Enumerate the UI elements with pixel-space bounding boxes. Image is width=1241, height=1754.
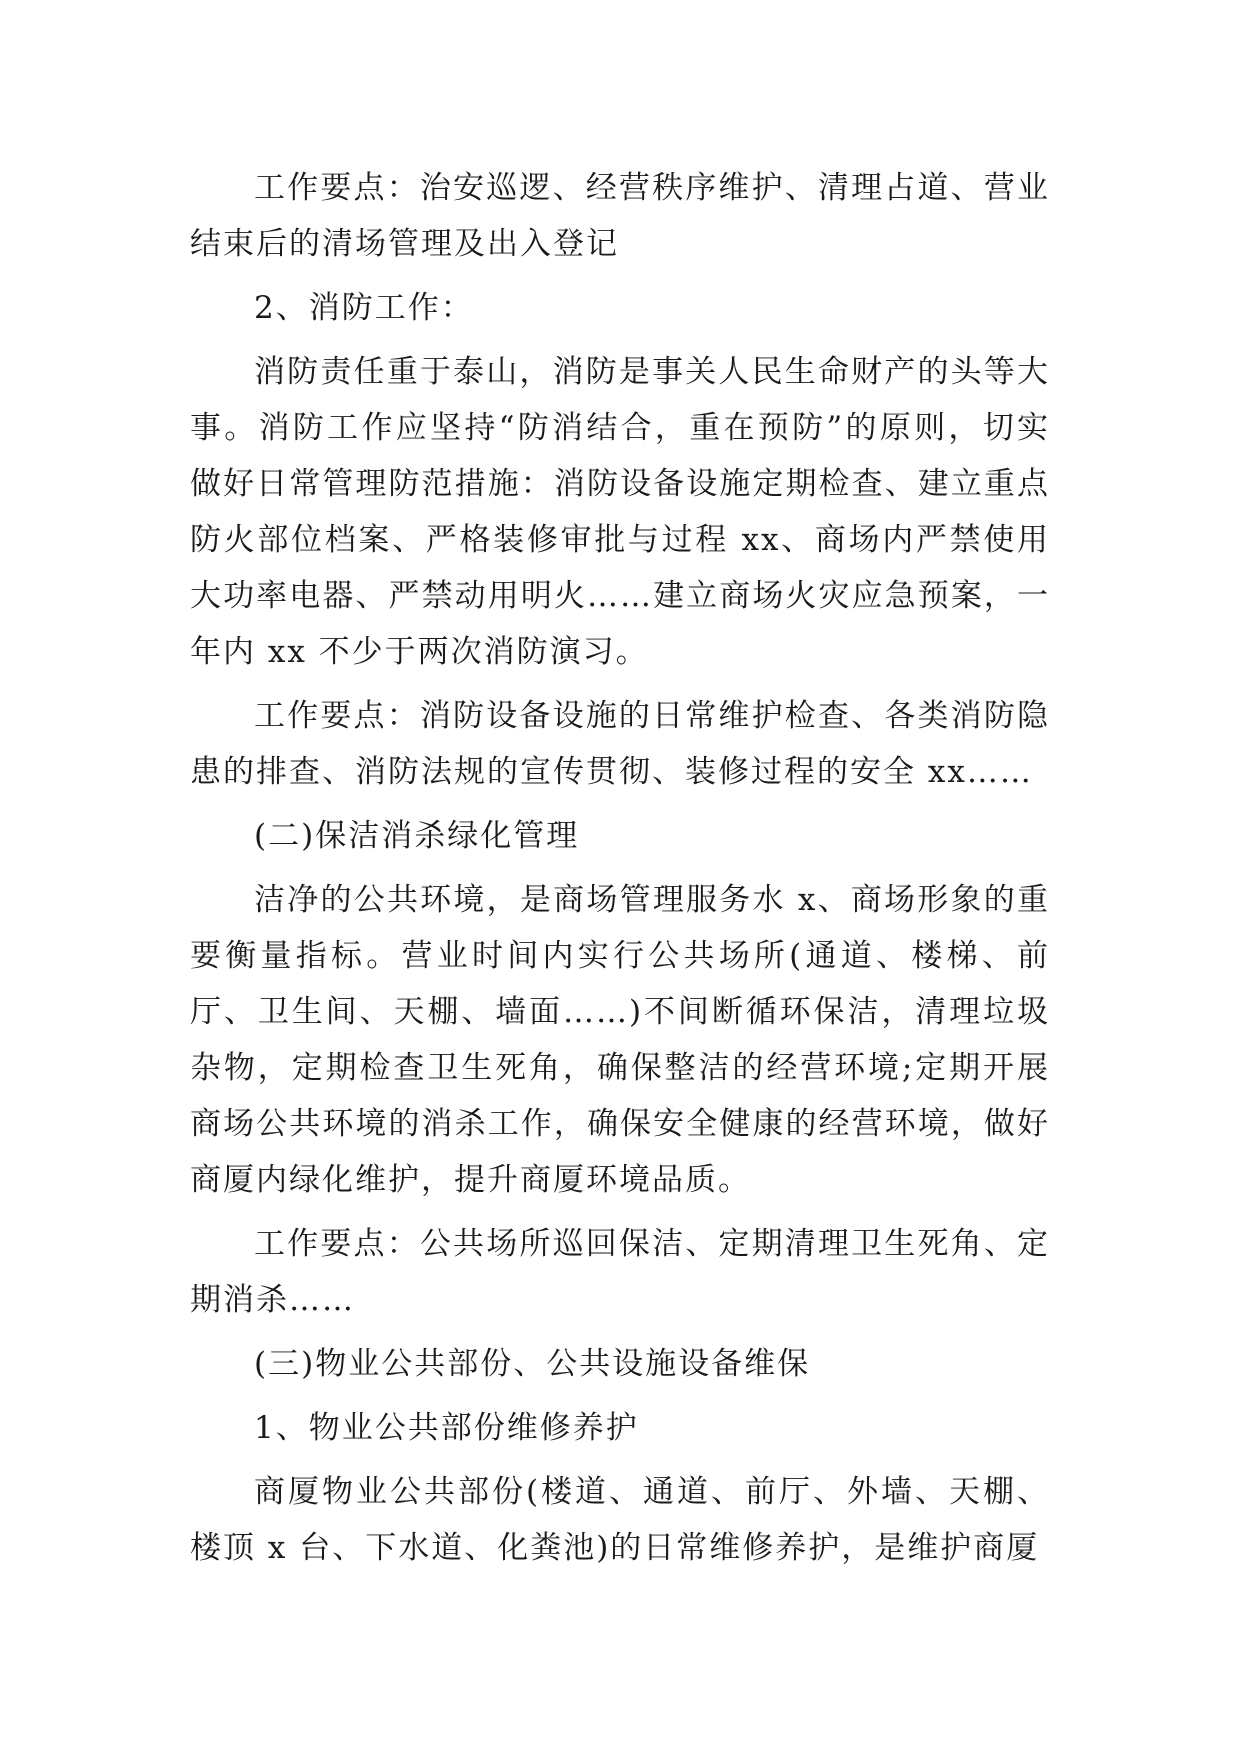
paragraph-security-key-points: 工作要点：治安巡逻、经营秩序维护、清理占道、营业结束后的清场管理及出入登记 [190,170,1050,262]
heading-public-area-maintenance: 1、物业公共部份维修养护 [254,1410,639,1446]
document-body [190,160,1050,1576]
paragraph-public-area: 商厦物业公共部份(楼道、通道、前厅、外墙、天棚、楼顶 x 台、下水道、化粪池)的日常维修养护，是维护商厦 [190,1474,1050,1566]
heading-cleaning-management: (二)保洁消杀绿化管理 [254,818,580,854]
paragraph-fire-key-points: 工作要点：消防设备设施的日常维护检查、各类消防隐患的排查、消防法规的宣传贯彻、装修过程的安全 xx…… [190,698,1050,790]
paragraph-fire-safety: 消防责任重于泰山，消防是事关人民生命财产的头等大事。消防工作应坚持“防消结合，重在预防”的原则，切实做好日常管理防范措施：消防设备设施定期检查、建立重点防火部位档案、严格装修审批与过程 xx、商场内严禁使用大功率电器、严禁动用明火……建立商场火灾应急预案，一年内 xx 不少于两次消防演习。 [190,354,1050,670]
paragraph-cleaning-key-points: 工作要点：公共场所巡回保洁、定期清理卫生死角、定期消杀…… [190,1226,1050,1318]
heading-fire-safety-work: 2、消防工作： [254,290,474,326]
heading-facility-maintenance: (三)物业公共部份、公共设施设备维保 [254,1346,811,1382]
paragraph-cleaning: 洁净的公共环境，是商场管理服务水 x、商场形象的重要衡量指标。营业时间内实行公共场所(通道、楼梯、前厅、卫生间、天棚、墙面……)不间断循环保洁，清理垃圾杂物，定期检查卫生死角，确保整洁的经营环境;定期开展商场公共环境的消杀工作，确保安全健康的经营环境，做好商厦内绿化维护，提升商厦环境品质。 [190,882,1050,1198]
